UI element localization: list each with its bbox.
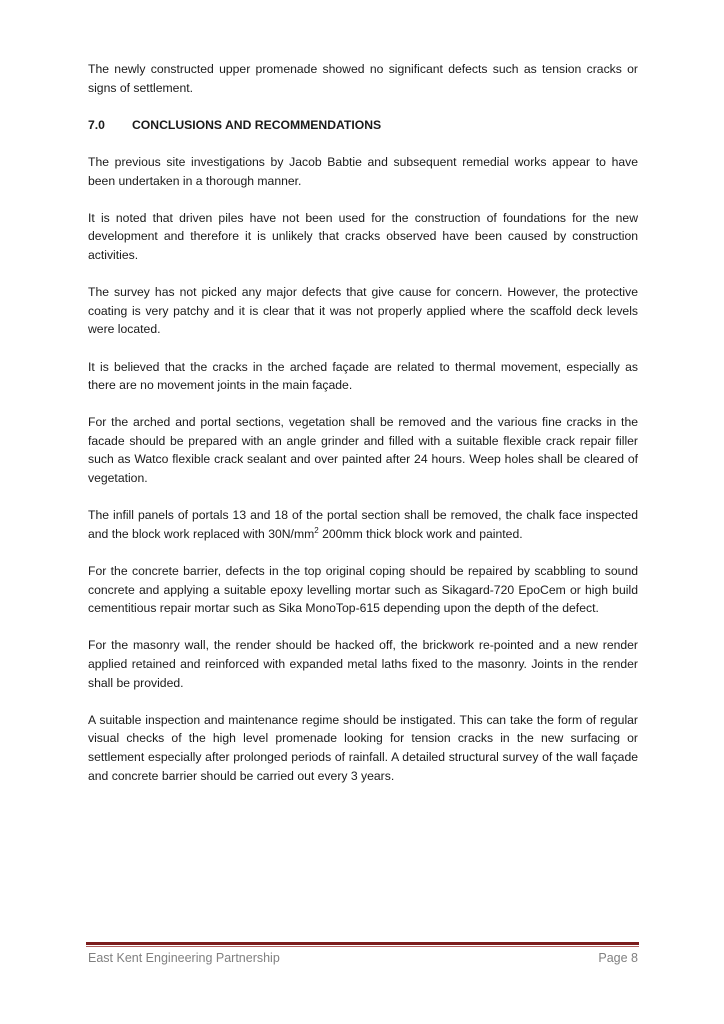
paragraph-masonry-wall: For the masonry wall, the render should be hacked off, the brickwork re-pointed and a new render applied retained and reinforced with expanded metal laths fixed to the masonry. Joints in the render shall be provided. [88,638,638,690]
section-number: 7.0 [88,117,105,132]
paragraph-site-investigations: The previous site investigations by Jacob Babtie and subsequent remedial works appear to have been undertaken in a thorough manner. [88,154,638,188]
paragraph-infill-panels [88,506,638,543]
page-footer [88,951,638,965]
infill-text-2: 200mm thick block work and painted. [318,526,523,541]
footer-page-number: Page 8 [598,951,638,965]
paragraph-survey-defects: The survey has not picked any major defects that give cause for concern. However, the protective coating is very patchy and it is clear that it was not properly applied where the scaffold deck levels were located. [88,285,638,337]
paragraph-thermal-movement: It is believed that the cracks in the arched façade are related to thermal movement, especially as there are no movement joints in the main façade. [88,359,638,393]
section-title: CONCLUSIONS AND RECOMMENDATIONS [132,117,382,132]
intro-paragraph: The newly constructed upper promenade showed no significant defects such as tension cracks or signs of settlement. [88,62,638,95]
paragraph-concrete-barrier: For the concrete barrier, defects in the top original coping should be repaired by scabbling to sound concrete and applying a suitable epoxy levelling mortar such as Sikagard-720 EpoCem or high build cementitious repair mortar such as Sika MonoTop-615 depending upon the depth of the defect. [88,564,638,616]
superscript-2: 2 [314,525,319,535]
paragraph-driven-piles: It is noted that driven piles have not been used for the construction of foundations for the new development and therefore it is unlikely that cracks observed have been caused by construction activities. [88,210,638,262]
footer-organisation: East Kent Engineering Partnership [88,951,280,965]
paragraph-arched-portal: For the arched and portal sections, vegetation shall be removed and the various fine cracks in the facade should be prepared with an angle grinder and filled with a suitable flexible crack repair filler such as Watco flexible crack sealant and over painted after 24 hours. Weep holes shall be cleared of vegetation. [88,415,638,486]
page-content [88,60,638,804]
footer-rule [86,942,639,945]
infill-text-1: The infill panels of portals 13 and 18 of the portal section shall be removed, the chalk face inspected and the block work replaced with 30N/mm [88,508,638,541]
footer-rule-thin [86,946,639,947]
section-heading [88,116,638,135]
paragraph-inspection-regime: A suitable inspection and maintenance regime should be instigated. This can take the form of regular visual checks of the high level promenade looking for tension cracks in the new surfacing or settlement especially after prolonged periods of rainfall. A detailed structural survey of the wall façade and concrete barrier should be carried out every 3 years. [88,712,638,783]
